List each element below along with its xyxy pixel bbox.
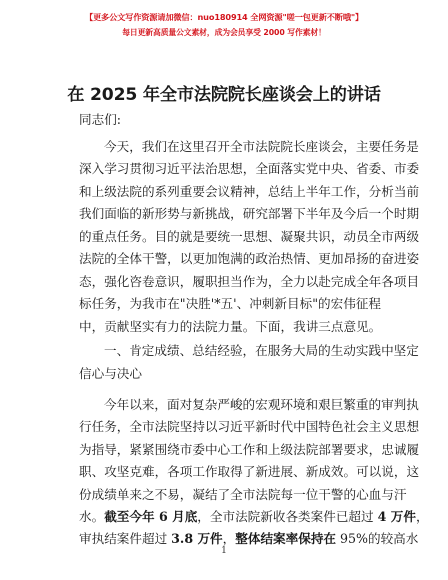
paragraph-2-line: 行任务，全市法院坚持以习近平新时代中国特色社会主义思想	[79, 419, 420, 434]
stats-text: 审执结案件超过	[79, 531, 172, 546]
promo-banner-line-1: 【更多公文写作资源请加微信：nuo180914 全网资源"嗟一包更新不断哦"】	[84, 12, 364, 22]
section-1-heading-cont: 信心与决心	[79, 366, 142, 381]
paragraph-2-line: 今年以来，面对复杂严峻的宏观环境和艰巨繁重的审判执	[104, 397, 419, 412]
paragraph-1-line: 中，贡献坚实有力的法院力量。下面，我讲三点意见。	[79, 319, 382, 334]
paragraph-2-line: 份成绩单来之不易，凝结了全市法院每一位干警的心血与汗	[79, 487, 407, 502]
stats-text: ，	[222, 531, 236, 546]
stats-text: 水。	[79, 509, 105, 524]
paragraph-1-line: 深入学习贯彻习近平法治思想，全面落实党中央、省委、市委	[79, 161, 420, 176]
paragraph-1-line: 我们面临的新形势与新挑战，研究部署下半年及今后一个时期	[79, 206, 420, 221]
stats-line-2	[79, 531, 419, 547]
stats-text: ，	[415, 509, 429, 524]
paragraph-1-line: 和上级法院的系列重要会议精神，总结上半年工作，分析当前	[79, 184, 420, 199]
paragraph-2-line: 职、攻坚克难，各项工作取得了新进展、新成效。可以说，这	[79, 464, 420, 479]
paragraph-1-line: 标任务，为我市在"决胜'*五'、冲刺新目标"的宏伟征程	[79, 296, 381, 311]
paragraph-1-line: 法院的全体干警，以更加饱满的政治热情、更加昂扬的奋进姿	[79, 251, 420, 266]
document-title: 在 2025 年全市法院院长座谈会上的讲话	[67, 85, 381, 105]
paragraph-1-line: 态，强化咨卷意识，履职担当作为，全力以赴完成全年各项目	[79, 274, 420, 289]
paragraph-2-line: 为指导，紧紧围绕市委中心工作和上级法院部署要求，忠诚履	[79, 442, 420, 457]
promo-banner-line-2: 每日更新高质量公文素材，成为会员享受 2000 写作素材！	[122, 28, 326, 37]
stats-text: 95%的较高水	[336, 531, 419, 546]
paragraph-1-line: 的重点任务。目的就是要统一思想、凝聚共识，动员全市两级	[79, 229, 420, 244]
stats-text: ，全市法院新收各类案件已超过	[197, 509, 378, 524]
stats-closure-rate-emphasis: 整体结案率保持在	[235, 531, 336, 546]
paragraph-1-line: 今天，我们在这里召开全市法院院长座谈会，主要任务是	[104, 139, 419, 154]
page-number: 1	[221, 546, 227, 556]
stats-line-1	[79, 509, 429, 525]
stats-closed-cases-emphasis: 3.8 万件	[171, 531, 223, 546]
stats-date-emphasis: 截至今年 6 月底	[104, 509, 198, 524]
salutation: 同志们:	[79, 112, 122, 127]
section-1-heading: 一、肯定成绩、总结经验，在服务大局的生动实践中坚定	[104, 343, 419, 358]
stats-new-cases-emphasis: 4 万件	[377, 509, 416, 524]
